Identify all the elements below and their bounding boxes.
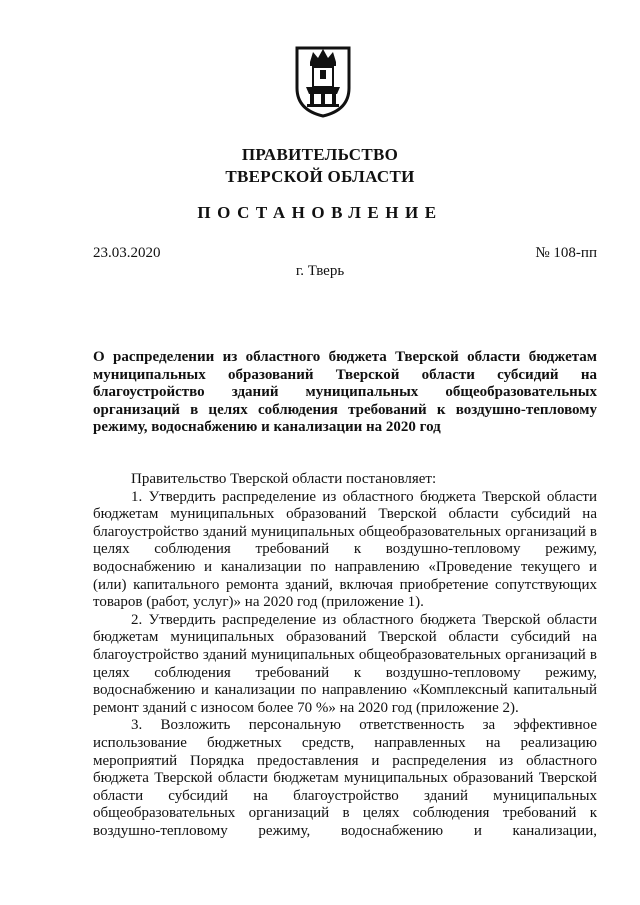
body-intro: Правительство Тверской области постановляет:: [131, 471, 437, 487]
government-name-line2: ТВЕРСКОЙ ОБЛАСТИ: [225, 167, 415, 186]
government-name-line1: ПРАВИТЕЛЬСТВО: [241, 145, 399, 164]
document-type: ПОСТАНОВЛЕНИЕ: [197, 203, 443, 222]
body-paragraph-2: 2. Утвердить распределение из областного бюджета Тверской области бюджетам муниципальных образований Тверской области субсидий на благоустройство зданий муниципальных общеобразовательных организаций в целях соблюдения требований к воздушно-тепловому режиму, водоснабжению и канализации по направлению «Комплексный капитальный ремонт зданий с износом более 70 %» на 2020 год (приложение 2).: [93, 611, 597, 716]
document-number: № 108-пп: [535, 245, 597, 261]
document-date: 23.03.2020: [93, 245, 161, 261]
document-body: [93, 471, 597, 840]
document-city: г. Тверь: [295, 263, 345, 279]
body-paragraph-1: 1. Утвердить распределение из областного бюджета Тверской области бюджетам муниципальных образований Тверской области субсидий на благоустройство зданий муниципальных общеобразовательных организаций в целях соблюдения требований к воздушно-тепловому режиму, водоснабжению и канализации по направлению «Проведение текущего и (или) капитального ремонта зданий, включая приобретение сопутствующих товаров (работ, услуг)» на 2020 год (приложение 1).: [93, 488, 597, 611]
document-title: О распределении из областного бюджета Тверской области бюджетам муниципальных образований Тверской области субсидий на благоустройство зданий муниципальных общеобразовательных организаций в целях соблюдения требований к воздушно-тепловому режиму, водоснабжению и канализации на 2020 год: [93, 349, 597, 435]
tver-coat-of-arms-icon: [293, 40, 353, 118]
body-paragraph-3: 3. Возложить персональную ответственность за эффективное использование бюджетных средств, направленных на реализацию мероприятий Порядка предоставления и распределения из областного бюджета Тверской области бюджетам муниципальных образований Тверской области субсидий на благоустройство зданий муниципальных общеобразовательных организаций в целях соблюдения требований к воздушно-тепловому режиму, водоснабжению и канализации,: [93, 717, 597, 839]
